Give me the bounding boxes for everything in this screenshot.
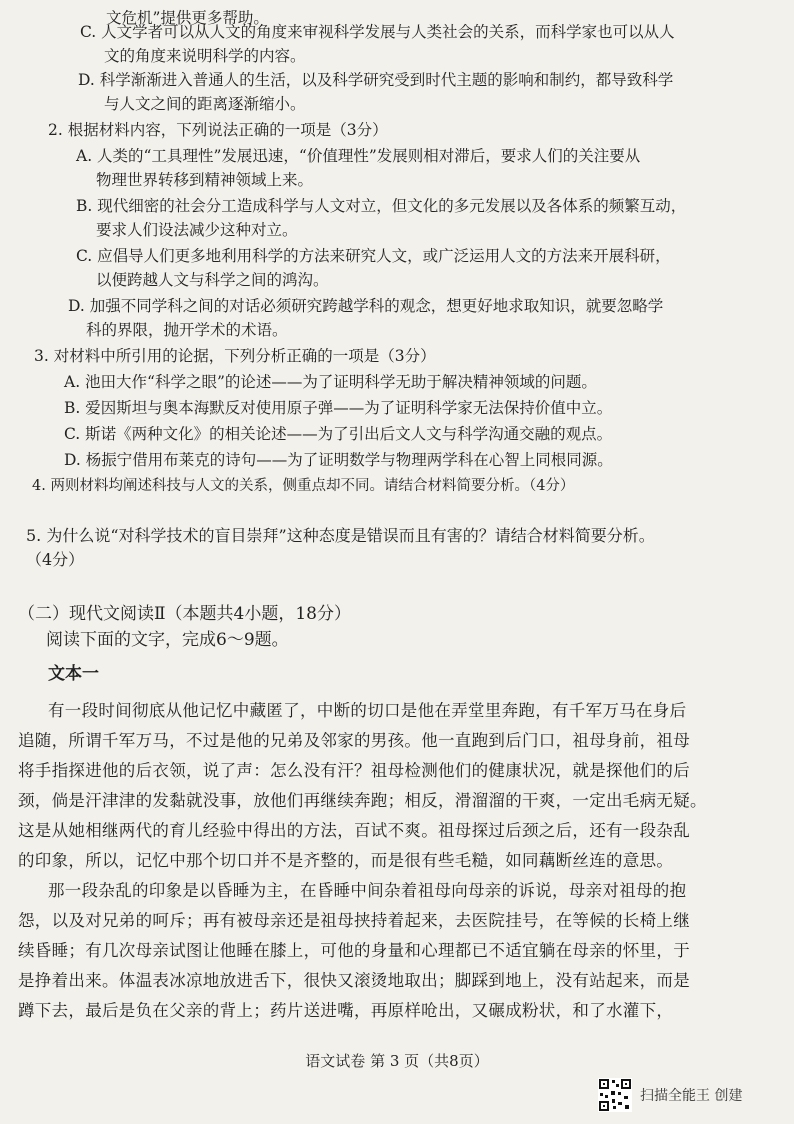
q3-stem: 3. 对材料中所引用的论据，下列分析正确的一项是（3分） — [34, 347, 436, 365]
passage-line: 将手指探进他的后衣领，说了声：怎么没有汗？祖母检测他们的健康状况，就是探他们的后 — [18, 761, 690, 780]
q2-option-b-line1: B. 现代细密的社会分工造成科学与人文对立，但文化的多元发展以及各体系的频繁互动， — [76, 197, 687, 215]
q2-option-a-line1: A. 人类的“工具理性”发展迅速，“价值理性”发展则相对滞后，要求人们的关注要从 — [76, 147, 641, 165]
passage-line: 这是从她相继两代的育儿经验中得出的方法，百试不爽。祖母探过后颈之后，还有一段杂乱 — [18, 821, 690, 840]
q1-option-c-line2: 文的角度来说明科学的内容。 — [104, 47, 306, 65]
q2-option-b-line2: 要求人们设法减少这种对立。 — [96, 221, 298, 239]
brand-label: 扫描全能王 创建 — [640, 1088, 743, 1104]
q3-option-b: B. 爱因斯坦与奥本海默反对使用原子弹——为了证明科学家无法保持价值中立。 — [64, 399, 613, 417]
q2-option-d-line2: 科的界限，抛开学术的术语。 — [86, 321, 288, 339]
q4-stem: 4. 两则材料均阐述科技与人文的关系，侧重点却不同。请结合材料简要分析。（4分） — [32, 478, 575, 494]
q5-stem-line1: 5. 为什么说“对科学技术的盲目崇拜”这种态度是错误而且有害的？请结合材料简要分析。 — [26, 526, 655, 545]
passage-line: 是挣着出来。体温表冰凉地放进舌下，很快又滚烫地取出；脚踩到地上，没有站起来，而是 — [18, 971, 690, 990]
passage-line: 蹲下去，最后是负在父亲的背上；药片送进嘴，再原样呛出，又碾成粉状，和了水灌下， — [18, 1001, 674, 1020]
q3-option-a: A. 池田大作“科学之眼”的论述——为了证明科学无助于解决精神领域的问题。 — [64, 373, 597, 391]
qr-code-icon — [598, 1078, 632, 1112]
passage-line: 那一段杂乱的印象是以昏睡为主，在昏睡中间杂着祖母向母亲的诉说，母亲对祖母的抱 — [48, 881, 687, 900]
q3-option-d: D. 杨振宁借用布莱克的诗句——为了证明数学与物理两学科在心智上同根同源。 — [64, 451, 613, 469]
q1-option-d-line1: D. 科学渐渐进入普通人的生活，以及科学研究受到时代主题的影响和制约，都导致科学 — [78, 71, 674, 89]
passage-line: 的印象，所以，记忆中那个切口并不是齐整的，而是很有些毛糙，如同藕断丝连的意思。 — [18, 851, 674, 870]
page-footer: 语文试卷 第 3 页（共8页） — [305, 1052, 489, 1070]
q3-option-c: C. 斯诺《两种文化》的相关论述——为了引出后文人文与科学沟通交融的观点。 — [64, 425, 613, 443]
passage-line: 怨，以及对兄弟的呵斥；再有被母亲还是祖母挟持着起来，去医院挂号，在等候的长椅上继 — [18, 911, 690, 930]
passage-line: 续昏睡；有几次母亲试图让他睡在膝上，可他的身量和心理都已不适宜躺在母亲的怀里，于 — [18, 941, 690, 960]
q5-stem-line2: （4分） — [26, 550, 85, 569]
section2-instruction: 阅读下面的文字，完成6～9题。 — [46, 630, 289, 650]
q2-stem: 2. 根据材料内容，下列说法正确的一项是（3分） — [48, 121, 388, 139]
q2-option-a-line2: 物理世界转移到精神领域上来。 — [96, 171, 314, 189]
section2-title: （二）现代文阅读Ⅱ（本题共4小题，18分） — [18, 604, 352, 624]
passage-line: 有一段时间彻底从他记忆中藏匿了，中断的切口是他在弄堂里奔跑，有千军万马在身后 — [48, 701, 687, 720]
passage-line: 追随，所谓千军万马，不过是他的兄弟及邻家的男孩。他一直跑到后门口，祖母身前，祖母 — [18, 731, 690, 750]
q2-option-d-line1: D. 加强不同学科之间的对话必须研究跨越学科的观念，想更好地求取知识，就要忽略学 — [68, 297, 664, 315]
q2-option-c-line2: 以便跨越人文与科学之间的鸿沟。 — [96, 271, 329, 289]
q1-option-b-tail: 文危机”提供更多帮助。 — [106, 9, 269, 27]
passage-line: 颈，倘是汗津津的发黏就没事，放他们再继续奔跑；相反，滑溜溜的干爽，一定出毛病无疑。 — [18, 791, 707, 810]
q1-option-c-line1: C. 人文学者可以从人文的角度来审视科学发展与人类社会的关系，而科学家也可以从人 — [80, 23, 675, 41]
q1-option-d-line2: 与人文之间的距离逐渐缩小。 — [104, 95, 306, 113]
text1-label: 文本一 — [48, 664, 99, 684]
scanner-brand — [598, 1078, 742, 1112]
q2-option-c-line1: C. 应倡导人们更多地利用科学的方法来研究人文，或广泛运用人文的方法来开展科研， — [76, 247, 671, 265]
